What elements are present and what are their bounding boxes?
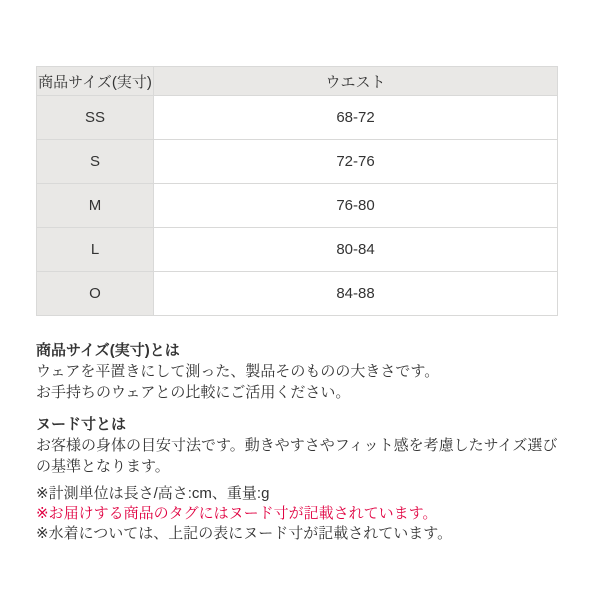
table-row <box>37 184 558 228</box>
table-row <box>37 228 558 272</box>
waist-value-cell: 76-80 <box>154 184 558 228</box>
size-table-body <box>37 96 558 316</box>
section-nude-size-line-1: お客様の身体の目安寸法です。動きやすさやフィット感を考慮したサイズ選びの基準となります。 <box>36 437 558 475</box>
waist-value-cell: 84-88 <box>154 272 558 316</box>
table-row <box>37 272 558 316</box>
section-product-size-heading: 商品サイズ(実寸)とは <box>36 342 180 359</box>
section-product-size-line-1: ウェアを平置きにして測った、製品そのものの大きさです。 <box>36 363 440 380</box>
section-product-size <box>36 340 564 403</box>
note-swimwear: ※水着については、上記の表にヌード寸が記載されています。 <box>36 525 453 542</box>
size-table-header-size: 商品サイズ(実寸) <box>37 67 154 96</box>
table-row <box>37 140 558 184</box>
note-tag-nude-size: ※お届けする商品のタグにはヌード寸が記載されています。 <box>36 505 438 522</box>
size-label-cell: M <box>37 184 154 228</box>
note-measurement-unit: ※計測単位は長さ/高さ:cm、重量:g <box>36 485 270 502</box>
table-row <box>37 96 558 140</box>
notes-list <box>36 484 564 544</box>
section-product-size-line-2: お手持ちのウェアとの比較にご活用ください。 <box>36 384 351 401</box>
waist-value-cell: 68-72 <box>154 96 558 140</box>
size-table <box>36 66 558 316</box>
size-label-cell: L <box>37 228 154 272</box>
size-table-header-row <box>37 67 558 96</box>
size-label-cell: S <box>37 140 154 184</box>
waist-value-cell: 72-76 <box>154 140 558 184</box>
waist-value-cell: 80-84 <box>154 228 558 272</box>
size-table-header-waist: ウエスト <box>154 67 558 96</box>
section-nude-size <box>36 414 564 477</box>
size-label-cell: SS <box>37 96 154 140</box>
section-nude-size-heading: ヌード寸とは <box>36 416 127 433</box>
size-label-cell: O <box>37 272 154 316</box>
